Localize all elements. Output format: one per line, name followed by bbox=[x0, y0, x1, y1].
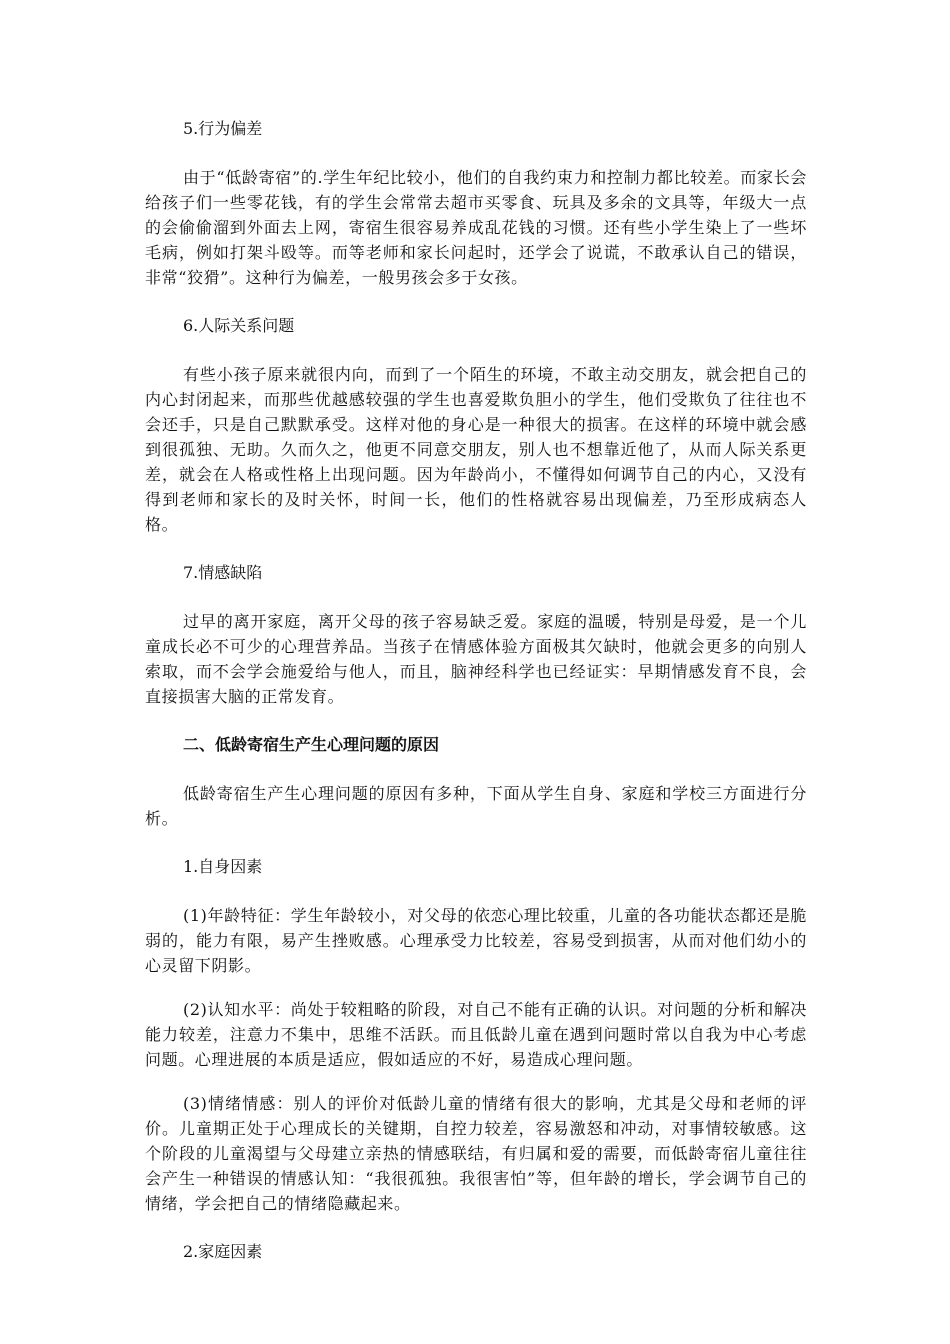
paragraph-emotions: (3)情绪情感：别人的评价对低龄儿童的情绪有很大的影响，尤其是父母和老师的评价。儿童期正处于心理成长的关键期，自控力较差，容易激怒和冲动，对事情较敏感。这个阶段的儿童渴望与父母建立亲热的情感联结，有归属和爱的需要，而低龄寄宿儿童往往会产生一种错误的情感认知：“我很孤独。我很害怕”等，但年龄的增长，学会调节自己的情绪，学会把自己的情绪隐藏起来。 bbox=[145, 1094, 807, 1213]
paragraph-emotional-deficiency: 过早的离开家庭，离开父母的孩子容易缺乏爱。家庭的温暖，特别是母爱，是一个儿童成长必不可少的心理营养品。当孩子在情感体验方面极其欠缺时，他就会更多的向别人索取，而不会学会施爱给与他人，而且，脑神经科学也已经证实：早期情感发育不良，会直接损害大脑的正常发育。 bbox=[145, 612, 807, 706]
section-heading-causes: 二、低龄寄宿生产生心理问题的原因 bbox=[183, 735, 440, 754]
subheading-self-factors: 1.自身因素 bbox=[183, 857, 263, 876]
paragraph-interpersonal-problems: 有些小孩子原来就很内向，而到了一个陌生的环境，不敢主动交朋友，就会把自己的内心封闭起来，而那些优越感较强的学生也喜爱欺负胆小的学生，他们受欺负了往往也不会还手，只是自己默默承受。这样对他的身心是一种很大的损害。在这样的环境中就会感到很孤独、无助。久而久之，他更不同意交朋友，别人也不想靠近他了，从而人际关系更差，就会在人格或性格上出现问题。因为年龄尚小，不懂得如何调节自己的内心，又没有得到老师和家长的及时关怀，时间一长，他们的性格就容易出现偏差，乃至形成病态人格。 bbox=[145, 365, 807, 534]
paragraph-causes-intro: 低龄寄宿生产生心理问题的原因有多种，下面从学生自身、家庭和学校三方面进行分析。 bbox=[145, 784, 807, 828]
document-body bbox=[145, 112, 807, 1288]
paragraph-cognitive-level: (2)认知水平：尚处于较粗略的阶段，对自己不能有正确的认识。对问题的分析和解决能力较差，注意力不集中，思维不活跃。而且低龄儿童在遇到问题时常以自我为中心考虑问题。心理进展的本质是适应，假如适应的不好，易造成心理问题。 bbox=[145, 1000, 807, 1069]
subheading-family-factors: 2.家庭因素 bbox=[183, 1242, 263, 1261]
paragraph-behavior-deviation: 由于“低龄寄宿”的.学生年纪比较小，他们的自我约束力和控制力都比较差。而家长会给孩子们一些零花钱，有的学生会常常去超市买零食、玩具及多余的文具等，年级大一点的会偷偷溜到外面去上网，寄宿生很容易养成乱花钱的习惯。还有些小学生染上了一些坏毛病，例如打架斗殴等。而等老师和家长问起时，还学会了说谎，不敢承认自己的错误，非常“狡猾”。这种行为偏差，一般男孩会多于女孩。 bbox=[145, 168, 807, 287]
subheading-behavior-deviation: 5.行为偏差 bbox=[183, 119, 263, 138]
paragraph-age-characteristics: (1)年龄特征：学生年龄较小，对父母的依恋心理比较重，儿童的各功能状态都还是脆弱的，能力有限，易产生挫败感。心理承受力比较差，容易受到损害，从而对他们幼小的心灵留下阴影。 bbox=[145, 906, 807, 975]
subheading-interpersonal-problems: 6.人际关系问题 bbox=[183, 316, 295, 335]
subheading-emotional-deficiency: 7.情感缺陷 bbox=[183, 563, 263, 582]
